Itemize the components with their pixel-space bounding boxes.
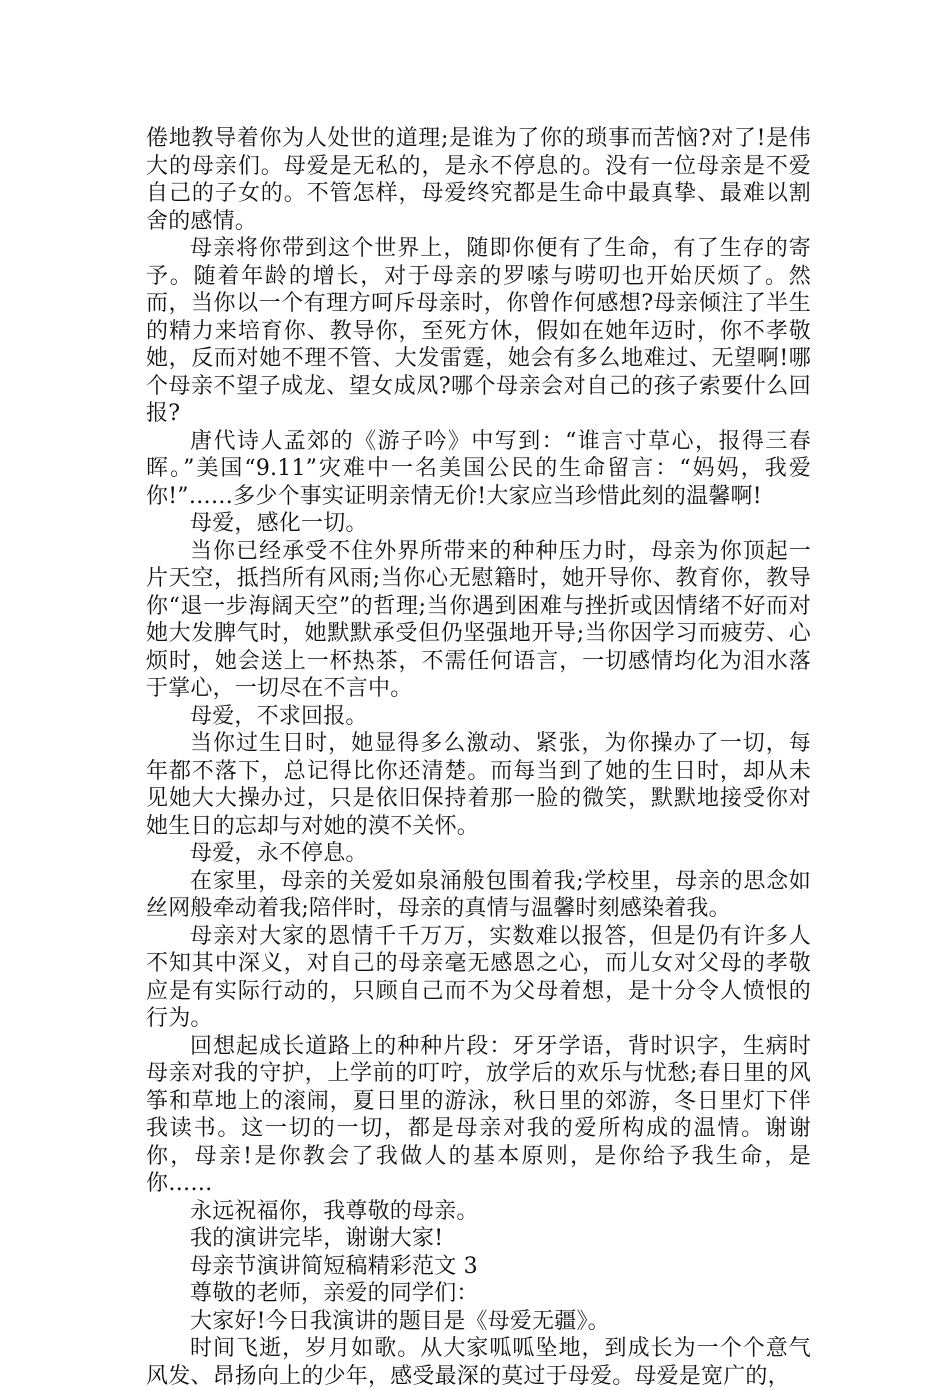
paragraph-memories: 回想起成长道路上的种种片段：牙牙学语，背时识字，生病时母亲对我的守护，上学前的叮咛，放学后的欢乐与忧愁;春日里的风筝和草地上的滚闹，夏日里的游泳，秋日里的郊游，冬日里灯下伴我读书。这一切的一切，都是母亲对我的爱所构成的温情。谢谢你，母亲!是你教会了我做人的基本原则，是你给予我生命，是你…… <box>146 1033 811 1196</box>
heading-love-asks-nothing: 母爱，不求回报。 <box>190 703 368 729</box>
document-body <box>146 125 811 1390</box>
paragraph-time-flies: 时间飞逝，岁月如歌。从大家呱呱坠地，到成长为一个个意气风发、昂扬向上的少年，感受最深的莫过于母爱。母爱是宽广的， <box>146 1336 811 1389</box>
heading-love-never-stops: 母爱，永不停息。 <box>190 841 368 866</box>
paragraph-mother-shelters: 当你已经承受不住外界所带来的种种压力时，母亲为你顶起一片天空，抵挡所有风雨;当你心无慰籍时，她开导你、教育你，教导你“退一步海阔天空”的哲理;当你遇到困难与挫折或因情绪不好而对她大发脾气时，她默默承受但仍坚强地开导;当你因学习而疲劳、心烦时，她会送上一杯热茶，不需任何语言，一切感情均化为泪水落于掌心，一切尽在不言中。 <box>146 538 811 701</box>
paragraph-speech-end: 我的演讲完毕，谢谢大家! <box>190 1226 444 1251</box>
paragraph-blessing: 永远祝福你，我尊敬的母亲。 <box>190 1198 479 1224</box>
paragraph-mother-gives-life: 母亲将你带到这个世界上，随即你便有了生命，有了生存的寄予。随着年龄的增长，对于母亲的罗嗦与唠叨也开始厌烦了。然而，当你以一个有理方呵斥母亲时，你曾作何感想?母亲倾注了半生的精力来培育你、教导你，至死方休，假如在她年迈时，你不孝敬她，反而对她不理不管、大发雷霆，她会有多么地难过、无望啊!哪个母亲不望子成龙、望女成凤?哪个母亲会对自己的孩子索要什么回报? <box>146 236 811 426</box>
paragraph-topic: 大家好!今日我演讲的题目是《母爱无疆》。 <box>190 1308 610 1334</box>
paragraph-gratitude: 母亲对大家的恩情千千万万，实数难以报答，但是仍有许多人不知其中深义，对自己的母亲毫无感恩之心，而儿女对父母的孝敬应是有实际行动的，只顾自己而不为父母着想，是十分令人愤恨的行为。 <box>146 923 811 1031</box>
heading-love-moves-all: 母爱，感化一切。 <box>190 511 368 536</box>
paragraph-birthday: 当你过生日时，她显得多么激动、紧张，为你操办了一切，每年都不落下，总记得比你还清楚。而每当到了她的生日时，却从未见她大大操办过，只是依旧保持着那一脸的微笑，默默地接受你对她生日的忘却与对她的漠不关怀。 <box>146 731 811 839</box>
paragraph-intro-continuation: 倦地教导着你为人处世的道理;是谁为了你的琐事而苦恼?对了!是伟大的母亲们。母爱是无私的，是永不停息的。没有一位母亲是不爱自己的子女的。不管怎样，母爱终究都是生命中最真挚、最难以割舍的感情。 <box>146 126 811 234</box>
paragraph-home-school: 在家里，母亲的关爱如泉涌般包围着我;学校里，母亲的思念如丝网般牵动着我;陪伴时，母亲的真情与温馨时刻感染着我。 <box>146 868 811 921</box>
paragraph-greeting: 尊敬的老师，亲爱的同学们： <box>190 1281 479 1306</box>
paragraph-youziyin-quote: 唐代诗人孟郊的《游子吟》中写到：“谁言寸草心，报得三春晖。”美国“9.11”灾难中一名美国公民的生命留言：“妈妈，我爱你!”……多少个事实证明亲情无价!大家应当珍惜此刻的温馨啊! <box>146 428 811 509</box>
section-title-3: 母亲节演讲简短稿精彩范文 3 <box>190 1253 478 1279</box>
